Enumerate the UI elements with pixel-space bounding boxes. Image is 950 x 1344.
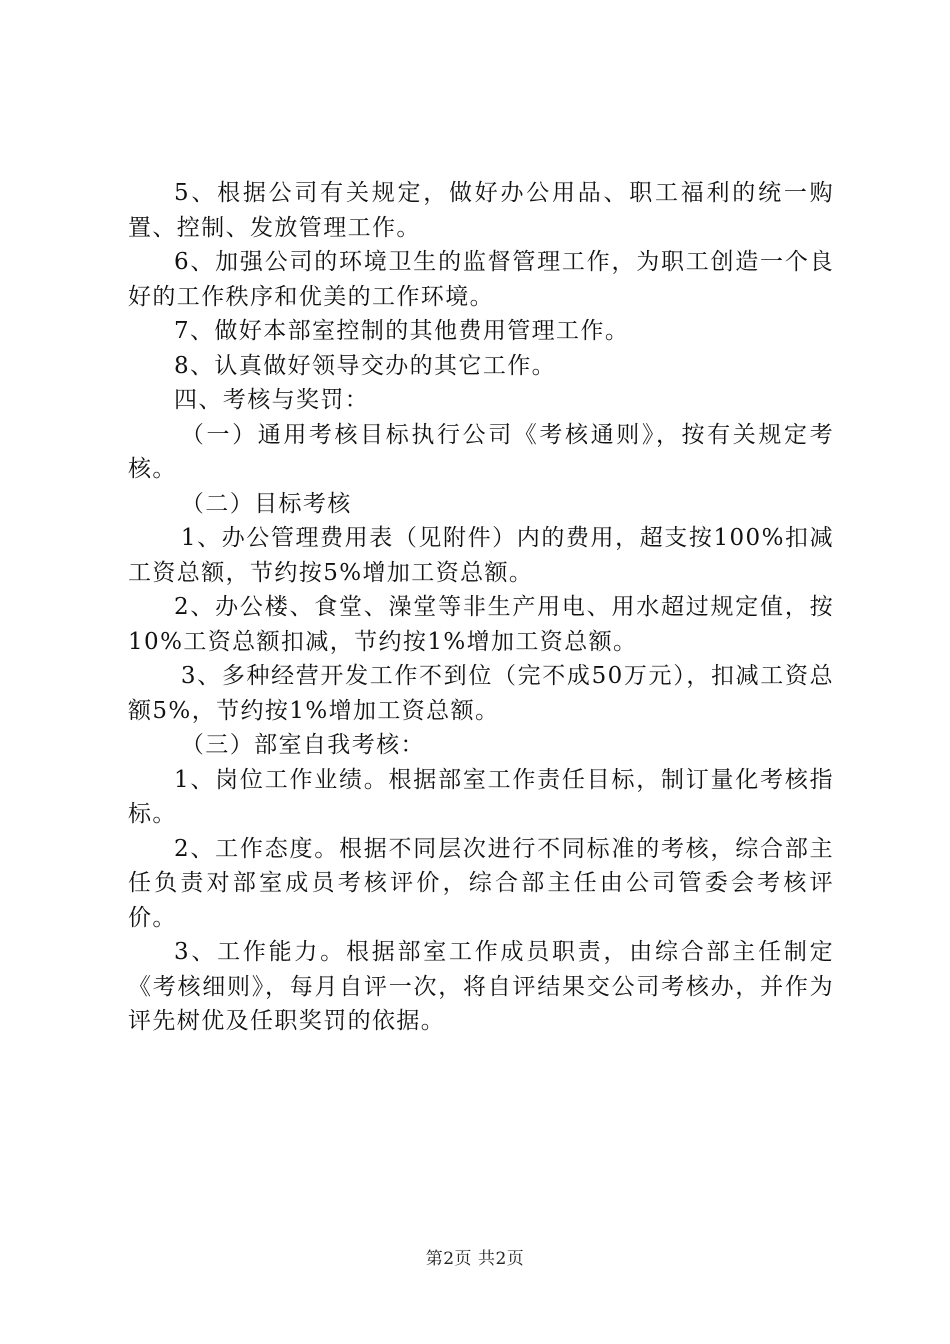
paragraph-item-5: 5、根据公司有关规定，做好办公用品、职工福利的统一购置、控制、发放管理工作。 bbox=[128, 180, 834, 241]
self-item-3: 3、工作能力。根据部室工作成员职责，由综合部主任制定《考核细则》，每月自评一次，将自评结果交公司考核办，并作为评先树优及任职奖罚的依据。 bbox=[128, 939, 834, 1034]
page-footer: 第2页 共2页 bbox=[425, 1249, 525, 1269]
document-body bbox=[128, 176, 834, 1039]
self-item-1: 1、岗位工作业绩。根据部室工作责任目标，制订量化考核指标。 bbox=[128, 766, 834, 827]
target-item-2: 2、办公楼、食堂、澡堂等非生产用电、用水超过规定值，按10%工资总额扣减，节约按1%增加工资总额。 bbox=[128, 594, 834, 655]
subsection-general-assessment: （一）通用考核目标执行公司《考核通则》，按有关规定考核。 bbox=[128, 421, 834, 482]
subsection-target-assessment: （二）目标考核 bbox=[180, 490, 352, 517]
paragraph-item-7: 7、做好本部室控制的其他费用管理工作。 bbox=[174, 318, 630, 344]
target-item-3: 3、多种经营开发工作不到位（完不成50万元），扣减工资总额5%，节约按1%增加工资总额。 bbox=[128, 663, 834, 724]
target-item-1: 1、办公管理费用表（见附件）内的费用，超支按100%扣减工资总额，节约按5%增加工资总额。 bbox=[128, 525, 834, 586]
paragraph-item-6: 6、加强公司的环境卫生的监督管理工作，为职工创造一个良好的工作秩序和优美的工作环境。 bbox=[128, 249, 834, 310]
paragraph-item-8: 8、认真做好领导交办的其它工作。 bbox=[174, 352, 557, 379]
section-heading-assessment: 四、考核与奖罚： bbox=[174, 387, 370, 413]
self-item-2: 2、工作态度。根据不同层次进行不同标准的考核，综合部主任负责对部室成员考核评价，综合部主任由公司管委会考核评价。 bbox=[128, 835, 834, 931]
subsection-self-assessment: （三）部室自我考核： bbox=[180, 732, 425, 758]
